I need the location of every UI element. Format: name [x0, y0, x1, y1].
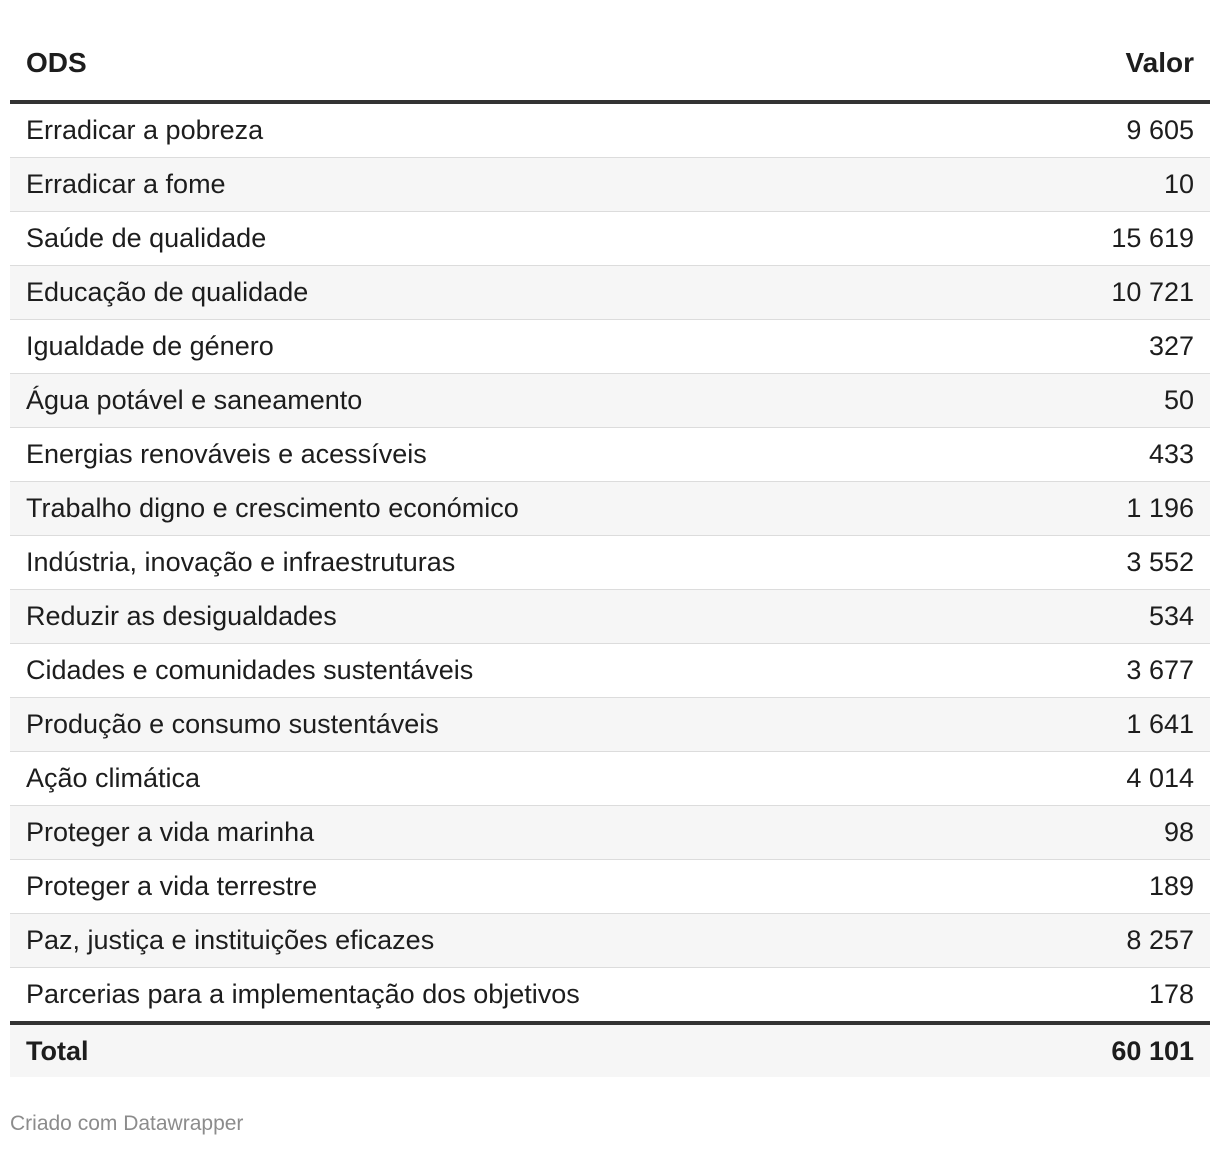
table-row [10, 212, 1210, 266]
row-value: 534 [610, 590, 1210, 644]
row-value: 50 [610, 374, 1210, 428]
ods-table [10, 28, 1210, 1077]
table-footer [10, 1023, 1210, 1077]
row-label: Cidades e comunidades sustentáveis [10, 644, 610, 698]
table-row [10, 266, 1210, 320]
header-row [10, 28, 1210, 102]
table-row [10, 482, 1210, 536]
column-header-valor[interactable]: Valor [610, 28, 1210, 102]
column-header-ods[interactable]: ODS [10, 28, 610, 102]
table-row [10, 806, 1210, 860]
row-label: Trabalho digno e crescimento económico [10, 482, 610, 536]
total-label: Total [10, 1023, 610, 1077]
row-value: 3 677 [610, 644, 1210, 698]
row-value: 178 [610, 968, 1210, 1024]
table-row [10, 428, 1210, 482]
row-label: Igualdade de género [10, 320, 610, 374]
row-value: 189 [610, 860, 1210, 914]
row-value: 10 [610, 158, 1210, 212]
row-value: 1 641 [610, 698, 1210, 752]
row-value: 15 619 [610, 212, 1210, 266]
row-label: Erradicar a fome [10, 158, 610, 212]
row-value: 4 014 [610, 752, 1210, 806]
row-label: Energias renováveis e acessíveis [10, 428, 610, 482]
table-row [10, 968, 1210, 1024]
table-row [10, 914, 1210, 968]
table-body [10, 102, 1210, 1023]
table-row [10, 698, 1210, 752]
table-row [10, 860, 1210, 914]
row-label: Água potável e saneamento [10, 374, 610, 428]
row-label: Paz, justiça e instituições eficazes [10, 914, 610, 968]
row-label: Saúde de qualidade [10, 212, 610, 266]
row-value: 10 721 [610, 266, 1210, 320]
table-header [10, 28, 1210, 102]
row-value: 433 [610, 428, 1210, 482]
table-row [10, 536, 1210, 590]
table-row [10, 752, 1210, 806]
table-row [10, 320, 1210, 374]
table-row [10, 158, 1210, 212]
row-label: Educação de qualidade [10, 266, 610, 320]
row-label: Proteger a vida terrestre [10, 860, 610, 914]
table-row [10, 590, 1210, 644]
row-value: 3 552 [610, 536, 1210, 590]
data-table-container [10, 28, 1210, 1077]
total-value: 60 101 [610, 1023, 1210, 1077]
row-label: Ação climática [10, 752, 610, 806]
row-value: 98 [610, 806, 1210, 860]
row-label: Erradicar a pobreza [10, 102, 610, 158]
table-row [10, 374, 1210, 428]
row-value: 1 196 [610, 482, 1210, 536]
row-value: 9 605 [610, 102, 1210, 158]
table-row [10, 644, 1210, 698]
row-label: Reduzir as desigualdades [10, 590, 610, 644]
row-label: Produção e consumo sustentáveis [10, 698, 610, 752]
row-value: 327 [610, 320, 1210, 374]
row-label: Proteger a vida marinha [10, 806, 610, 860]
row-label: Indústria, inovação e infraestruturas [10, 536, 610, 590]
datawrapper-credit: Criado com Datawrapper [10, 1112, 244, 1135]
row-value: 8 257 [610, 914, 1210, 968]
row-label: Parcerias para a implementação dos objetivos [10, 968, 610, 1024]
table-row [10, 102, 1210, 158]
total-row [10, 1023, 1210, 1077]
